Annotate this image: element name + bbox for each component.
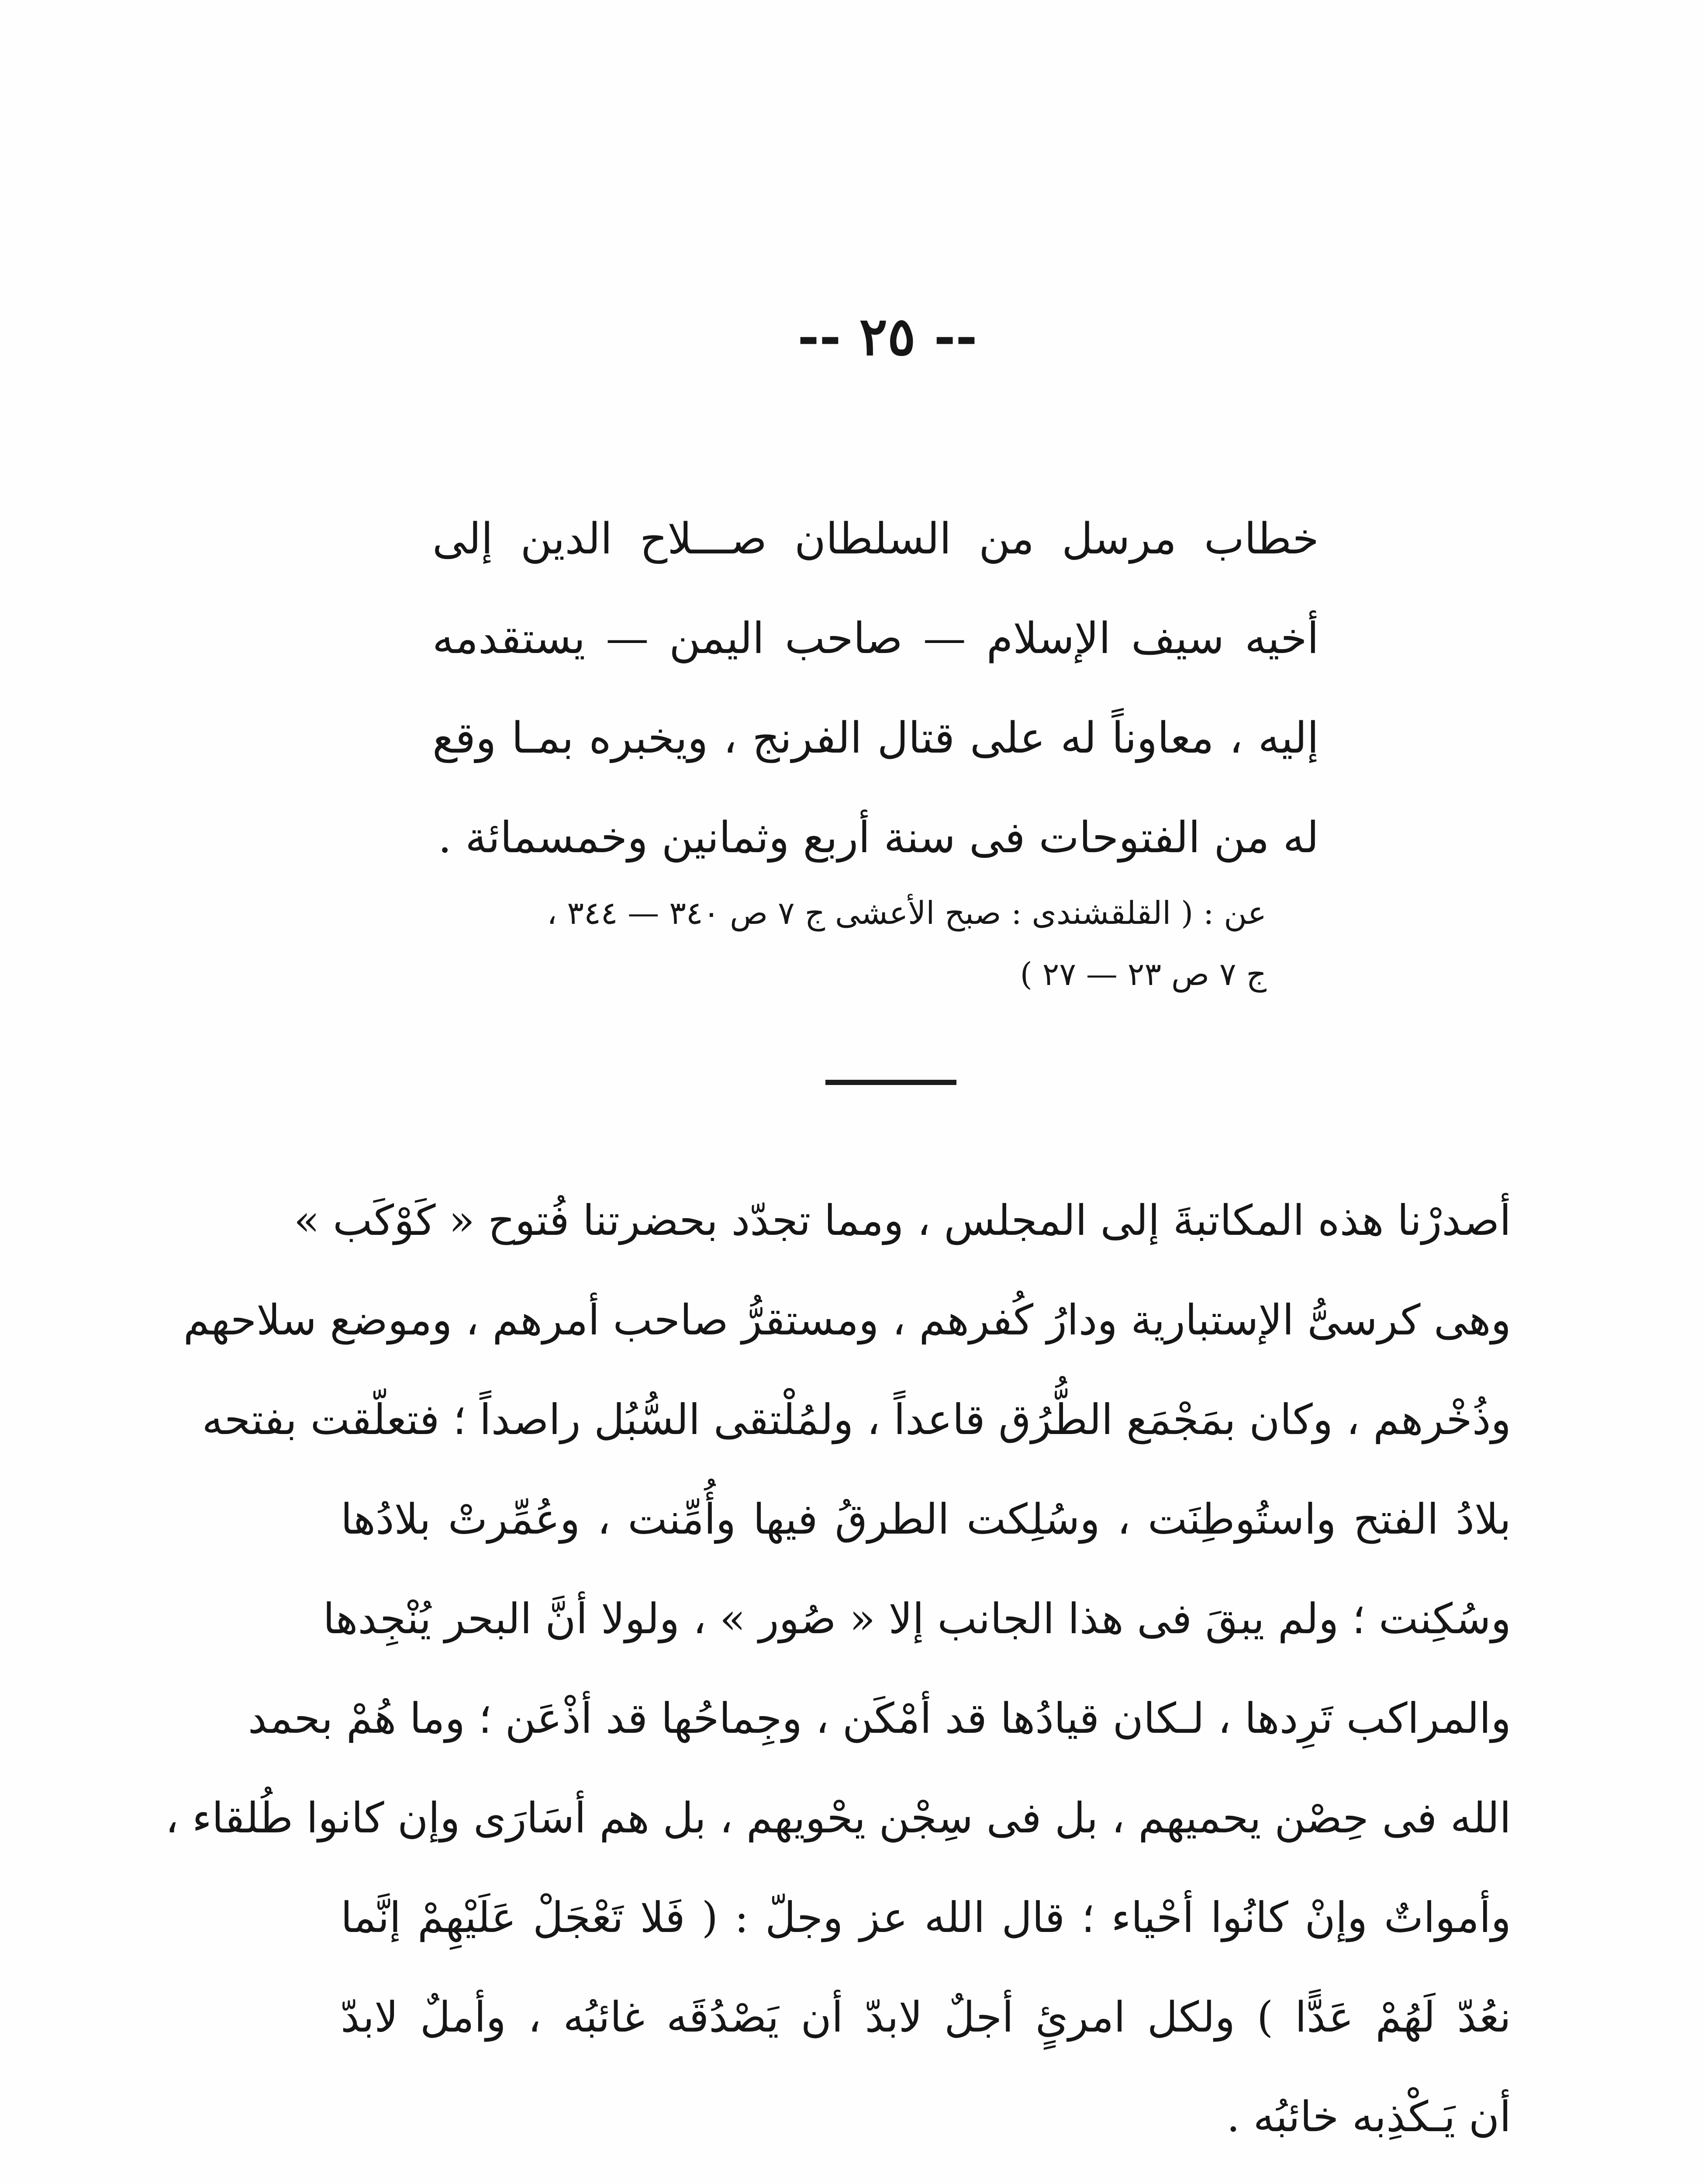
letter-body bbox=[165, 1171, 1512, 2184]
text-line: أصدرْنا هذه المكاتبةَ إلى المجلس ، ومما تجدّد بحضرتنا فُتوح « كَوْكَب » bbox=[293, 1196, 1511, 1245]
text-line: أن يَـكْذِبه خائبُه . bbox=[1226, 2092, 1511, 2141]
text-line: نعُدّ لَهُمْ عَدًّا ) ولكل امرئٍ أجلٌ لابدّ أن يَصْدُقَه غائبُه ، وأملٌ لابدّ bbox=[341, 1993, 1511, 2042]
text-line: بلادُ الفتح واستُوطِنَت ، وسُلِكت الطرقُ فيها وأُمِّنت ، وعُمِّرتْ بلادُها bbox=[341, 1495, 1512, 1544]
text-line: والمراكب تَرِدها ، لـكان قيادُها قد أمْكَن ، وجِماحُها قد أذْعَن ؛ وما هُمْ بحمد bbox=[248, 1694, 1511, 1743]
page-number: -- ٢٥ -- bbox=[797, 306, 977, 367]
letter-heading: خطاب مرسل من السلطان صـــلاح الدين إلى أخيه سيف الإسلام — صاحب اليمن — يستقدمه إليه ، معاوناً له على قتال الفرنج ، ويخبره بمـا وقع له من الفتوحات فى سنة أربع وثمانين وخمسمائة . bbox=[432, 514, 1319, 863]
text-line: وذُخْرهم ، وكان بمَجْمَع الطُّرُق قاعداً ، ولمُلْتقى السُّبُل راصداً ؛ فتعلّقت بفتحه bbox=[202, 1395, 1511, 1444]
text-line: وهى كرسىُّ الإستبارية ودارُ كُفرهم ، ومستقرُّ صاحب أمرهم ، وموضع سلاحهم bbox=[183, 1296, 1511, 1344]
section-divider bbox=[825, 1080, 956, 1085]
source-citation-line-2: ج ٧ ص ٢٣ — ٢٧ ) bbox=[1020, 956, 1267, 992]
text-line: الله فى حِصْن يحميهم ، بل فى سِجْن يحْويهم ، بل هم أسَارَى وإن كانوا طُلقاء ، bbox=[165, 1794, 1511, 1842]
paragraph-1 bbox=[165, 1171, 1512, 2167]
text-line: وأمواتٌ وإنْ كانُوا أحْياء ؛ قال الله عز وجلّ : ( فَلا تَعْجَلْ عَلَيْهِمْ إنَّما bbox=[341, 1893, 1511, 1942]
source-citation bbox=[445, 882, 1267, 1005]
text-line: وسُكِنت ؛ ولم يبقَ فى هذا الجانب إلا « صُور » ، ولولا أنَّ البحر يُنْجِدها bbox=[323, 1594, 1511, 1643]
source-citation-line-1: عن : ( القلقشندى : صبح الأعشى ج ٧ ص ٣٤٠ — ٣٤٤ ، bbox=[547, 895, 1267, 931]
